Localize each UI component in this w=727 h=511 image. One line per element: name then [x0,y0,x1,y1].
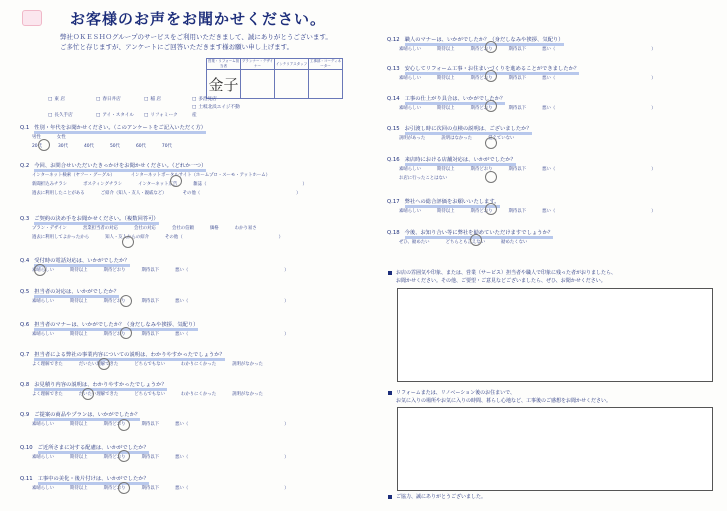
answer-option[interactable]: 期待以下 [508,106,527,111]
pen-circle-mark [485,137,497,149]
question-text: お引渡し時に次回の点検の説明は、ございましたか？ [405,124,532,135]
answer-option[interactable]: どちらでもない [134,362,165,367]
answer-option[interactable]: 悪い（ [175,455,189,460]
option-row [32,454,305,460]
answer-option[interactable]: 期待以下 [141,268,160,273]
bullet-square-icon [388,271,392,275]
option-row [32,298,305,304]
pen-circle-mark [118,450,130,462]
store-option[interactable]: □ 多治見店 [192,96,240,104]
question-number: Q.4 [20,258,30,264]
staff-signature-cell[interactable] [275,70,309,99]
answer-option[interactable]: 60代 [135,144,146,149]
answer-option[interactable]: その他（ [165,235,183,240]
comment-prompt-2 [388,389,611,405]
question-number: Q.6 [20,322,30,328]
answer-option[interactable]: 男性 [32,135,41,140]
question-number: Q.14 [387,96,400,102]
pen-circle-mark [485,70,497,82]
question-number: Q.17 [387,199,400,205]
option-row [32,225,273,231]
question-text: 性別・年代をお聞かせください。（このアンケートをご記入いただく方） [34,123,206,134]
question-q1 [20,123,206,134]
answer-option[interactable]: 期待どおり [103,455,126,460]
question-q12 [387,35,564,46]
option-row [399,166,672,172]
question-q5 [20,287,119,298]
answer-option[interactable]: 期待以上 [436,47,455,52]
answer-option[interactable]: 悪い（ [542,167,556,172]
answer-option[interactable]: 悪い（ [175,299,189,304]
question-text: ご近所さまに対する配慮は、いかがでしたか？ [38,443,149,454]
close-paren: ） [278,235,283,240]
store-row [48,104,240,120]
answer-option[interactable]: 新聞折込みチラシ [32,182,68,187]
pen-circle-mark [120,327,132,339]
answer-option[interactable]: 期待以下 [141,455,160,460]
answer-option[interactable]: 期待以下 [141,422,160,427]
option-row [399,105,672,111]
pen-circle-mark [38,139,50,151]
answer-option[interactable]: 素晴らしい [32,332,54,337]
question-number: Q.15 [387,126,400,132]
pen-circle-mark [120,295,132,307]
question-text: ご提案の商品やプランは、いかがでしたか？ [34,410,140,421]
pen-circle-mark [118,419,130,431]
answer-option[interactable]: 素晴らしい [399,47,421,52]
close-paren: ） [651,209,656,214]
answer-option[interactable]: 期待どおり [103,268,126,273]
pen-circle-mark [170,175,182,187]
stamp-mark [22,10,42,26]
answer-option[interactable]: 50代 [109,144,120,149]
close-paren: ） [296,191,301,196]
store-option[interactable]: □ 稲 店 [144,96,192,104]
answer-option[interactable]: どちらでもない [134,392,165,397]
answer-option[interactable]: 悪い（ [542,47,556,52]
option-row [32,143,188,149]
answer-option[interactable]: 素晴らしい [32,422,54,427]
answer-option[interactable]: だいたい理解できた [78,362,119,367]
store-option[interactable]: □ アイ・スタイル [96,112,144,120]
answer-option[interactable]: 悪い（ [542,209,556,214]
pen-circle-mark [98,358,110,370]
answer-option[interactable]: 期待どおり [470,167,493,172]
answer-option[interactable]: プラン・デザイン [32,226,67,231]
close-paren: ） [651,106,656,111]
answer-option[interactable]: 期待以下 [508,76,527,81]
question-text: 今回、お問合せいただいたきっかけをお聞かせください。（どれか一つ） [34,161,206,172]
pen-circle-mark [122,236,134,248]
answer-option[interactable]: 勧めたくない [501,240,528,245]
pen-circle-mark [82,388,94,400]
question-text: 今後、お知り合い等に弊社を勧めていただけますでしょうか？ [405,228,553,239]
question-text: 受付時の電話対応は、いかがでしたか？ [34,256,129,267]
pen-circle-mark [485,171,497,183]
answer-option[interactable]: 期待以下 [508,209,527,214]
question-number: Q.2 [20,163,30,169]
question-q17 [387,197,500,208]
answer-option[interactable]: 期待以上 [69,332,88,337]
answer-option[interactable]: 悪い（ [175,486,189,491]
comment-box-1[interactable] [397,288,713,382]
pen-circle-mark [34,264,46,276]
answer-option[interactable]: 悪い（ [175,268,189,273]
store-option[interactable]: □ 長久手店 [48,112,96,120]
option-row [399,46,672,52]
question-number: Q.13 [387,66,400,72]
answer-option[interactable]: 説明はなかった [441,136,473,141]
answer-option[interactable]: 素晴らしい [399,76,421,81]
comment-prompt-line: お聞かせください。その他、ご要望・ご意見などございましたら、ぜひ、お聞かせください。 [396,278,606,284]
answer-option[interactable]: 知人・友人からの紹介 [105,235,150,240]
option-row [32,134,82,140]
question-q2 [20,161,206,172]
answer-option[interactable]: 30代 [57,144,68,149]
answer-option[interactable]: 悪い（ [542,106,556,111]
bullet-square-icon [388,391,392,395]
question-number: Q.9 [20,412,30,418]
answer-option[interactable]: よく理解できた [32,392,63,397]
answer-option[interactable]: インターネットポータルサイト（ホームプロ・スーモ・アットホーム） [130,173,271,178]
answer-option[interactable]: 悪い（ [542,76,556,81]
question-text: 安心してリフォーム工事・お住まいづくりを進めることができましたか？ [405,64,580,75]
answer-option[interactable]: 覚えていない [488,136,515,141]
answer-option[interactable]: ぜひ、勧めたい [399,240,430,245]
option-row [399,208,672,214]
answer-option[interactable]: 素晴らしい [32,486,54,491]
answer-option[interactable]: 40代 [83,144,94,149]
question-number: Q.8 [20,382,30,388]
intro-text [60,32,360,52]
answer-option[interactable]: わかりにくかった [180,392,217,397]
question-text: お見積り内容の説明は、わかりやすかったでしょうか？ [34,380,166,391]
option-row [32,485,305,491]
close-paren: ） [284,422,289,427]
option-row [32,267,305,273]
answer-option[interactable]: どちらとも言えない [445,240,486,245]
close-paren: ） [651,167,656,172]
answer-option[interactable]: 会社の信頼 [171,226,194,231]
answer-option[interactable]: 説明がなかった [232,362,263,367]
close-paren: ） [284,332,289,337]
answer-option[interactable]: 悪い（ [175,332,189,337]
option-row [32,361,279,367]
answer-option[interactable]: 期待どおり [103,299,126,304]
answer-option[interactable]: 期待以上 [69,455,88,460]
question-q11 [20,474,149,485]
answer-option[interactable]: 素晴らしい [32,268,54,273]
question-number: Q.18 [387,230,400,236]
answer-option[interactable]: だいたい理解できた [78,392,119,397]
question-q13 [387,64,579,75]
staff-header-interior: インテリアスタッフ [275,59,309,70]
answer-option[interactable]: 期待以上 [69,299,88,304]
answer-option[interactable]: その他（ [182,191,201,196]
page-title: お客様のお声をお聞かせください。 [70,10,327,28]
staff-table [206,58,343,99]
option-row [32,391,279,397]
intro-line-2: ご多忙と存じますが、アンケートにご回答いただきます様お願い申し上げます。 [60,43,294,51]
answer-option[interactable]: 素晴らしい [399,209,421,214]
question-text: 担当者の対応は、いかがでしたか？ [34,287,119,298]
question-q6 [20,320,198,331]
store-option[interactable]: □ リフォミーク [144,112,192,120]
close-paren: ） [284,455,289,460]
question-text: 担当者による弊社の事業内容についての説明は、わかりやすかったでしょうか？ [34,350,225,361]
close-paren: ） [284,268,289,273]
answer-option[interactable]: 会社の対応 [133,226,156,231]
question-number: Q.16 [387,157,400,163]
answer-option[interactable]: 素晴らしい [399,106,421,111]
answer-option[interactable]: 期待どおり [103,422,126,427]
question-number: Q.1 [20,125,30,131]
answer-option[interactable]: 雑誌（ [193,182,207,187]
staff-signature-cell[interactable] [241,70,275,99]
question-q10 [20,443,149,454]
answer-option[interactable]: 説明がなかった [232,392,263,397]
question-q16 [387,155,516,166]
option-row [399,175,463,181]
answer-option[interactable]: 営業担当者の対応 [82,226,118,231]
close-paren: ） [284,486,289,491]
question-number: Q.10 [20,445,33,451]
staff-signature-cell[interactable] [309,70,343,99]
option-row [399,75,672,81]
store-option[interactable]: □ 東 店 [48,96,96,104]
answer-option[interactable]: 期待以上 [436,106,455,111]
answer-option[interactable]: 素晴らしい [32,299,54,304]
answer-option[interactable]: 期待どおり [470,209,493,214]
store-checklist [48,96,240,120]
answer-option[interactable]: 悪い（ [175,422,189,427]
store-row [48,96,240,104]
staff-signature: 金子 [208,75,239,94]
pen-circle-mark [118,482,130,494]
question-number: Q.12 [387,37,400,43]
question-text: ご契約の決め手をお聞かせください。（複数回答可） [34,214,158,225]
question-q3 [20,214,159,225]
intro-line-1: 弊社ＯＫＥＳＨＯグループのサービスをご利用いただきまして、誠にありがとうございます。 [60,33,332,41]
answer-option[interactable]: 期待以下 [141,299,160,304]
option-row [32,190,317,196]
close-paren: ） [651,76,656,81]
question-number: Q.3 [20,216,30,222]
answer-option[interactable]: 期待以上 [436,76,455,81]
pen-circle-mark [470,234,482,246]
question-number: Q.5 [20,289,30,295]
answer-option[interactable]: 期待以下 [508,47,527,52]
option-row [32,234,299,240]
answer-option[interactable]: わかりにくかった [180,362,217,367]
answer-option[interactable]: よく理解できた [32,362,63,367]
pen-circle-mark [485,100,497,112]
option-row [32,172,286,178]
pen-circle-mark [485,41,497,53]
answer-option[interactable]: 20代 [32,144,42,149]
answer-option[interactable]: 期待以上 [436,167,455,172]
answer-option[interactable]: お店に行ったことはない [399,176,448,181]
closing-message: ご協力、誠にありがとうございました。 [388,493,486,501]
answer-option[interactable]: ご紹介（知人・友人・親戚など） [100,191,167,196]
answer-option[interactable]: 価格 [209,226,219,231]
close-paren: ） [284,299,289,304]
answer-option[interactable]: 素晴らしい [32,455,54,460]
answer-option[interactable]: 期待以上 [69,268,88,273]
comment-prompt-line: リフォームまたは、リノベーション後のお住まいで、 [388,389,611,397]
staff-signature-cell[interactable] [207,70,241,99]
answer-option[interactable]: インターネット広告 [138,182,178,187]
close-paren: ） [302,182,307,187]
answer-option[interactable]: 期待どおり [103,486,126,491]
question-number: Q.7 [20,352,30,358]
comment-box-2[interactable] [397,407,713,491]
answer-option[interactable]: 過去に利用したことがある [32,191,85,196]
question-q7 [20,350,225,361]
answer-option[interactable]: 期待どおり [103,332,126,337]
answer-option[interactable]: 期待以下 [141,332,160,337]
bullet-square-icon [388,495,392,499]
staff-header-construction: 工事部・コーディネーター [309,59,342,68]
question-text: 弊社への総合評価をお願いいたします。 [405,197,500,208]
answer-option[interactable]: 期待どおり [470,76,493,81]
comment-prompt-line: お店の雰囲気や印象、または、営業（サービス）担当者や職人で印象に残った者がおりましたら、 [388,269,616,277]
answer-option[interactable]: 期待どおり [470,106,493,111]
answer-option[interactable]: ポスティングチラシ [83,182,123,187]
pen-circle-mark [485,203,497,215]
answer-option[interactable]: インターネット検索（ヤフー・グーグル） [32,173,115,178]
store-option[interactable]: □ 土岐北浜エイジ不動産 [192,104,240,120]
answer-option[interactable]: 過去に利用してよかったから [32,235,90,240]
answer-option[interactable]: 70代 [161,144,172,149]
answer-option[interactable]: 期待以下 [141,486,160,491]
option-row [32,331,305,337]
option-row [32,421,305,427]
answer-option[interactable]: 期待以上 [69,422,88,427]
store-option[interactable]: □ 春日井店 [96,96,144,104]
option-row [399,135,530,141]
question-text: 工事中の美化・後片付けは、いかがでしたか？ [38,474,149,485]
question-text: 担当者のマナーは、いかがでしたか？（身だしなみや挨拶、気配り） [34,320,198,331]
question-text: 来店時における店舗対応は、いかがでしたか？ [405,155,516,166]
answer-option[interactable]: わかり易さ [234,226,257,231]
question-text: 職人のマナーは、いかがでしたか？（身だしなみや挨拶、気配り） [405,35,564,46]
close-paren: ） [651,47,656,52]
answer-option[interactable]: 素晴らしい [399,167,421,172]
answer-option[interactable]: 期待どおり [470,47,493,52]
question-q8 [20,380,167,391]
comment-prompt-line: お気に入りの場所やお気に入りの時間、暮らし心地など、工事後のご感想をお聞かせください。 [396,398,612,404]
question-number: Q.11 [20,476,33,482]
staff-header-planner: プランナー・デザイナー [241,59,274,68]
staff-header-sales: 営業・リフォーム担当者 [207,59,240,68]
answer-option[interactable]: 期待以上 [436,209,455,214]
question-q15 [387,124,532,135]
answer-option[interactable]: 説明があった [399,136,426,141]
answer-option[interactable]: 女性 [56,135,66,140]
answer-option[interactable]: 期待以上 [69,486,88,491]
question-text: 工事の仕上がり具合は、いかがでしたか？ [405,94,506,105]
comment-prompt-1 [388,269,616,285]
answer-option[interactable]: 期待以下 [508,167,527,172]
